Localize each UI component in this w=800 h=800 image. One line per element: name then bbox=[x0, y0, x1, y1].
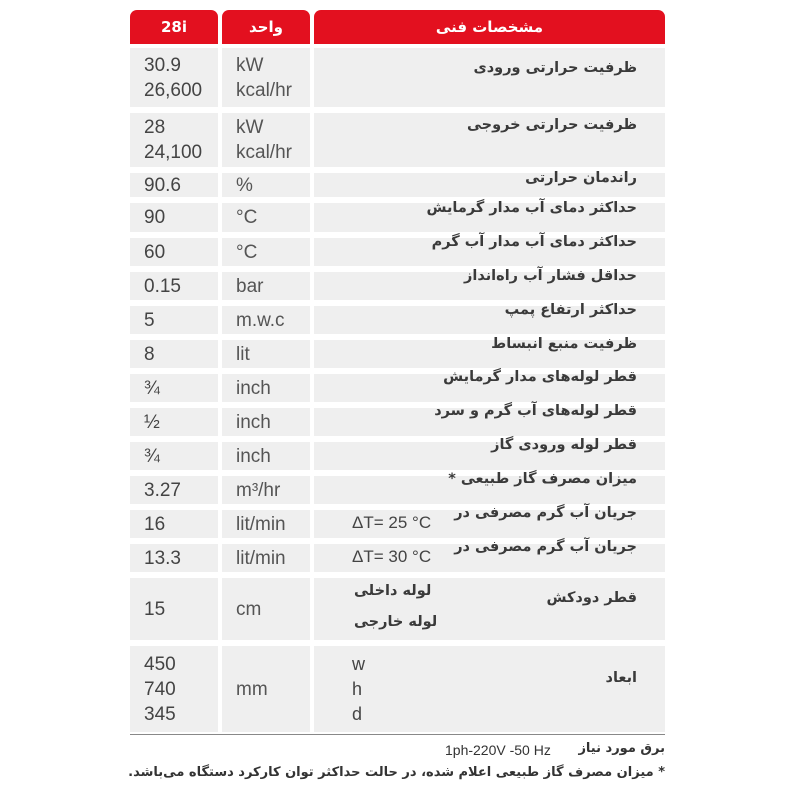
row-6-unit-cell bbox=[222, 272, 310, 300]
row-9-value-cell bbox=[130, 374, 218, 402]
row-9-unit-cell bbox=[222, 374, 310, 402]
footer-power-value: 1ph-220V -50 Hz bbox=[445, 742, 551, 758]
row-5-label: حداکثر دمای آب مدار آب گرم bbox=[431, 234, 637, 250]
row-14-value-cell bbox=[130, 544, 218, 572]
row-1-unit: kcal/hr bbox=[236, 79, 292, 101]
row-8-unit: lit bbox=[236, 343, 250, 365]
row-7-label: حداکثر ارتفاع پمپ bbox=[504, 302, 637, 318]
row-2-unit-cell bbox=[222, 113, 310, 167]
row-8-label: ظرفیت منبع انبساط bbox=[491, 336, 637, 352]
row-10-unit-cell bbox=[222, 408, 310, 436]
header-unit bbox=[222, 10, 310, 44]
row-11-value: ¾ bbox=[144, 445, 160, 467]
row-14-unit: lit/min bbox=[236, 547, 286, 569]
row-13-value-cell bbox=[130, 510, 218, 538]
row-1-value: 30.9 bbox=[144, 54, 181, 76]
row-7-unit-cell bbox=[222, 306, 310, 334]
row-13-label: جریان آب گرم مصرفی در bbox=[454, 505, 637, 521]
header-spec bbox=[314, 10, 665, 44]
footer-power-label: برق مورد نیاز bbox=[578, 741, 665, 756]
row-7-spec-cell bbox=[314, 302, 665, 334]
row-14-value: 13.3 bbox=[144, 547, 181, 569]
row-1-spec-cell bbox=[314, 48, 665, 107]
dimension-letter: d bbox=[352, 704, 363, 724]
row-7-value-cell bbox=[130, 306, 218, 334]
row-6-spec-cell bbox=[314, 268, 665, 300]
row-6-value-cell bbox=[130, 272, 218, 300]
row-15-value: 15 bbox=[144, 598, 166, 620]
row-8-value-cell bbox=[130, 340, 218, 368]
row-2-value: 28 bbox=[144, 117, 166, 138]
row-12-unit-cell bbox=[222, 476, 310, 504]
row-14-label: جریان آب گرم مصرفی در bbox=[454, 539, 637, 555]
header-model bbox=[130, 10, 218, 44]
row-10-label: قطر لوله‌های آب گرم و سرد bbox=[434, 403, 637, 419]
row-9-unit: inch bbox=[236, 377, 271, 399]
row-10-value: ½ bbox=[144, 411, 160, 433]
row-8-unit-cell bbox=[222, 340, 310, 368]
row-16-value-cell bbox=[130, 646, 218, 732]
row-16-spec-cell bbox=[314, 646, 665, 732]
row-16-unit: mm bbox=[236, 678, 268, 700]
row-2-unit: kcal/hr bbox=[236, 142, 292, 163]
row-13-unit: lit/min bbox=[236, 513, 286, 535]
row-3-unit-cell bbox=[222, 173, 310, 197]
row-12-value: 3.27 bbox=[144, 479, 181, 501]
row-6-label: حداقل فشار آب راه‌انداز bbox=[464, 268, 637, 284]
row-8-value: 8 bbox=[144, 343, 155, 365]
row-14-spec-cell bbox=[314, 539, 665, 572]
row-3-unit: % bbox=[236, 174, 253, 196]
row-3-label: راندمان حرارتی bbox=[525, 170, 637, 186]
row-10-spec-cell bbox=[314, 403, 665, 436]
header-unit-text: واحد bbox=[249, 18, 283, 36]
dimension-letter: w bbox=[352, 654, 365, 674]
row-15-value-cell bbox=[130, 578, 218, 640]
row-16-value: 345 bbox=[144, 703, 176, 725]
row-15-sub-label: لوله داخلی bbox=[354, 583, 432, 599]
row-5-value-cell bbox=[130, 238, 218, 266]
row-2-value: 24,100 bbox=[144, 142, 203, 163]
row-5-unit: °C bbox=[236, 241, 258, 263]
row-1-value: 26,600 bbox=[144, 79, 203, 101]
row-3-value-cell bbox=[130, 173, 218, 197]
row-8-spec-cell bbox=[314, 336, 665, 368]
row-2-unit: kW bbox=[236, 117, 264, 138]
row-9-value: ¾ bbox=[144, 377, 160, 399]
row-11-unit-cell bbox=[222, 442, 310, 470]
row-9-label: قطر لوله‌های مدار گرمایش bbox=[443, 369, 637, 385]
row-12-label: میزان مصرف گاز طبیعی * bbox=[448, 471, 637, 487]
row-16-dimension-letters bbox=[352, 652, 365, 727]
row-2-label: ظرفیت حرارتی خروجی bbox=[466, 117, 637, 133]
row-7-value: 5 bbox=[144, 309, 155, 331]
row-4-label: حداکثر دمای آب مدار گرمایش bbox=[426, 200, 637, 216]
row-12-unit: m³/hr bbox=[236, 479, 281, 501]
row-4-value: 90 bbox=[144, 207, 166, 228]
footer-note: * میزان مصرف گاز طبیعی اعلام شده، در حالت حداکثر توان کارکرد دستگاه می‌باشد. bbox=[128, 765, 665, 780]
row-16-label: ابعاد bbox=[605, 670, 637, 686]
row-13-value: 16 bbox=[144, 513, 166, 535]
row-1-value-cell bbox=[130, 48, 218, 107]
row-16-value: 740 bbox=[144, 678, 176, 700]
row-4-unit: °C bbox=[236, 207, 258, 228]
row-15-unit: cm bbox=[236, 598, 262, 620]
row-13-unit-cell bbox=[222, 510, 310, 538]
row-4-value-cell bbox=[130, 203, 218, 232]
row-14-condition: ΔT= 30 °C bbox=[352, 547, 432, 566]
row-4-unit-cell bbox=[222, 203, 310, 232]
row-9-spec-cell bbox=[314, 369, 665, 402]
row-16-unit-cell bbox=[222, 646, 310, 732]
row-5-value: 60 bbox=[144, 241, 166, 263]
row-15-spec-cell bbox=[314, 578, 665, 640]
row-2-spec-cell bbox=[314, 113, 665, 167]
row-5-unit-cell bbox=[222, 238, 310, 266]
row-15-unit-cell bbox=[222, 578, 310, 640]
row-14-unit-cell bbox=[222, 544, 310, 572]
row-11-label: قطر لوله ورودی گاز bbox=[491, 437, 637, 453]
row-6-unit: bar bbox=[236, 275, 264, 297]
footer-divider bbox=[130, 734, 665, 735]
row-1-label: ظرفیت حرارتی ورودی bbox=[473, 60, 637, 76]
row-11-spec-cell bbox=[314, 437, 665, 470]
row-10-unit: inch bbox=[236, 411, 271, 433]
row-4-spec-cell bbox=[314, 200, 665, 232]
row-1-unit-cell bbox=[222, 48, 310, 107]
row-7-unit: m.w.c bbox=[236, 309, 285, 331]
row-13-condition: ΔT= 25 °C bbox=[352, 513, 432, 532]
row-12-value-cell bbox=[130, 476, 218, 504]
row-11-unit: inch bbox=[236, 445, 271, 467]
row-15-label: قطر دودکش bbox=[546, 590, 637, 606]
row-3-value: 90.6 bbox=[144, 174, 181, 196]
row-2-value-cell bbox=[130, 113, 218, 167]
row-11-value-cell bbox=[130, 442, 218, 470]
row-16-value: 450 bbox=[144, 653, 176, 675]
row-6-value: 0.15 bbox=[144, 275, 181, 297]
header-spec-text: مشخصات فنی bbox=[435, 18, 544, 36]
row-5-spec-cell bbox=[314, 234, 665, 266]
row-10-value-cell bbox=[130, 408, 218, 436]
row-15-sub-label: لوله خارجی bbox=[354, 614, 438, 630]
row-13-spec-cell bbox=[314, 505, 665, 538]
row-1-unit: kW bbox=[236, 54, 264, 76]
dimension-letter: h bbox=[352, 679, 363, 699]
header-model-text: 28i bbox=[160, 18, 187, 36]
row-12-spec-cell bbox=[314, 471, 665, 504]
row-3-spec-cell bbox=[314, 170, 665, 197]
